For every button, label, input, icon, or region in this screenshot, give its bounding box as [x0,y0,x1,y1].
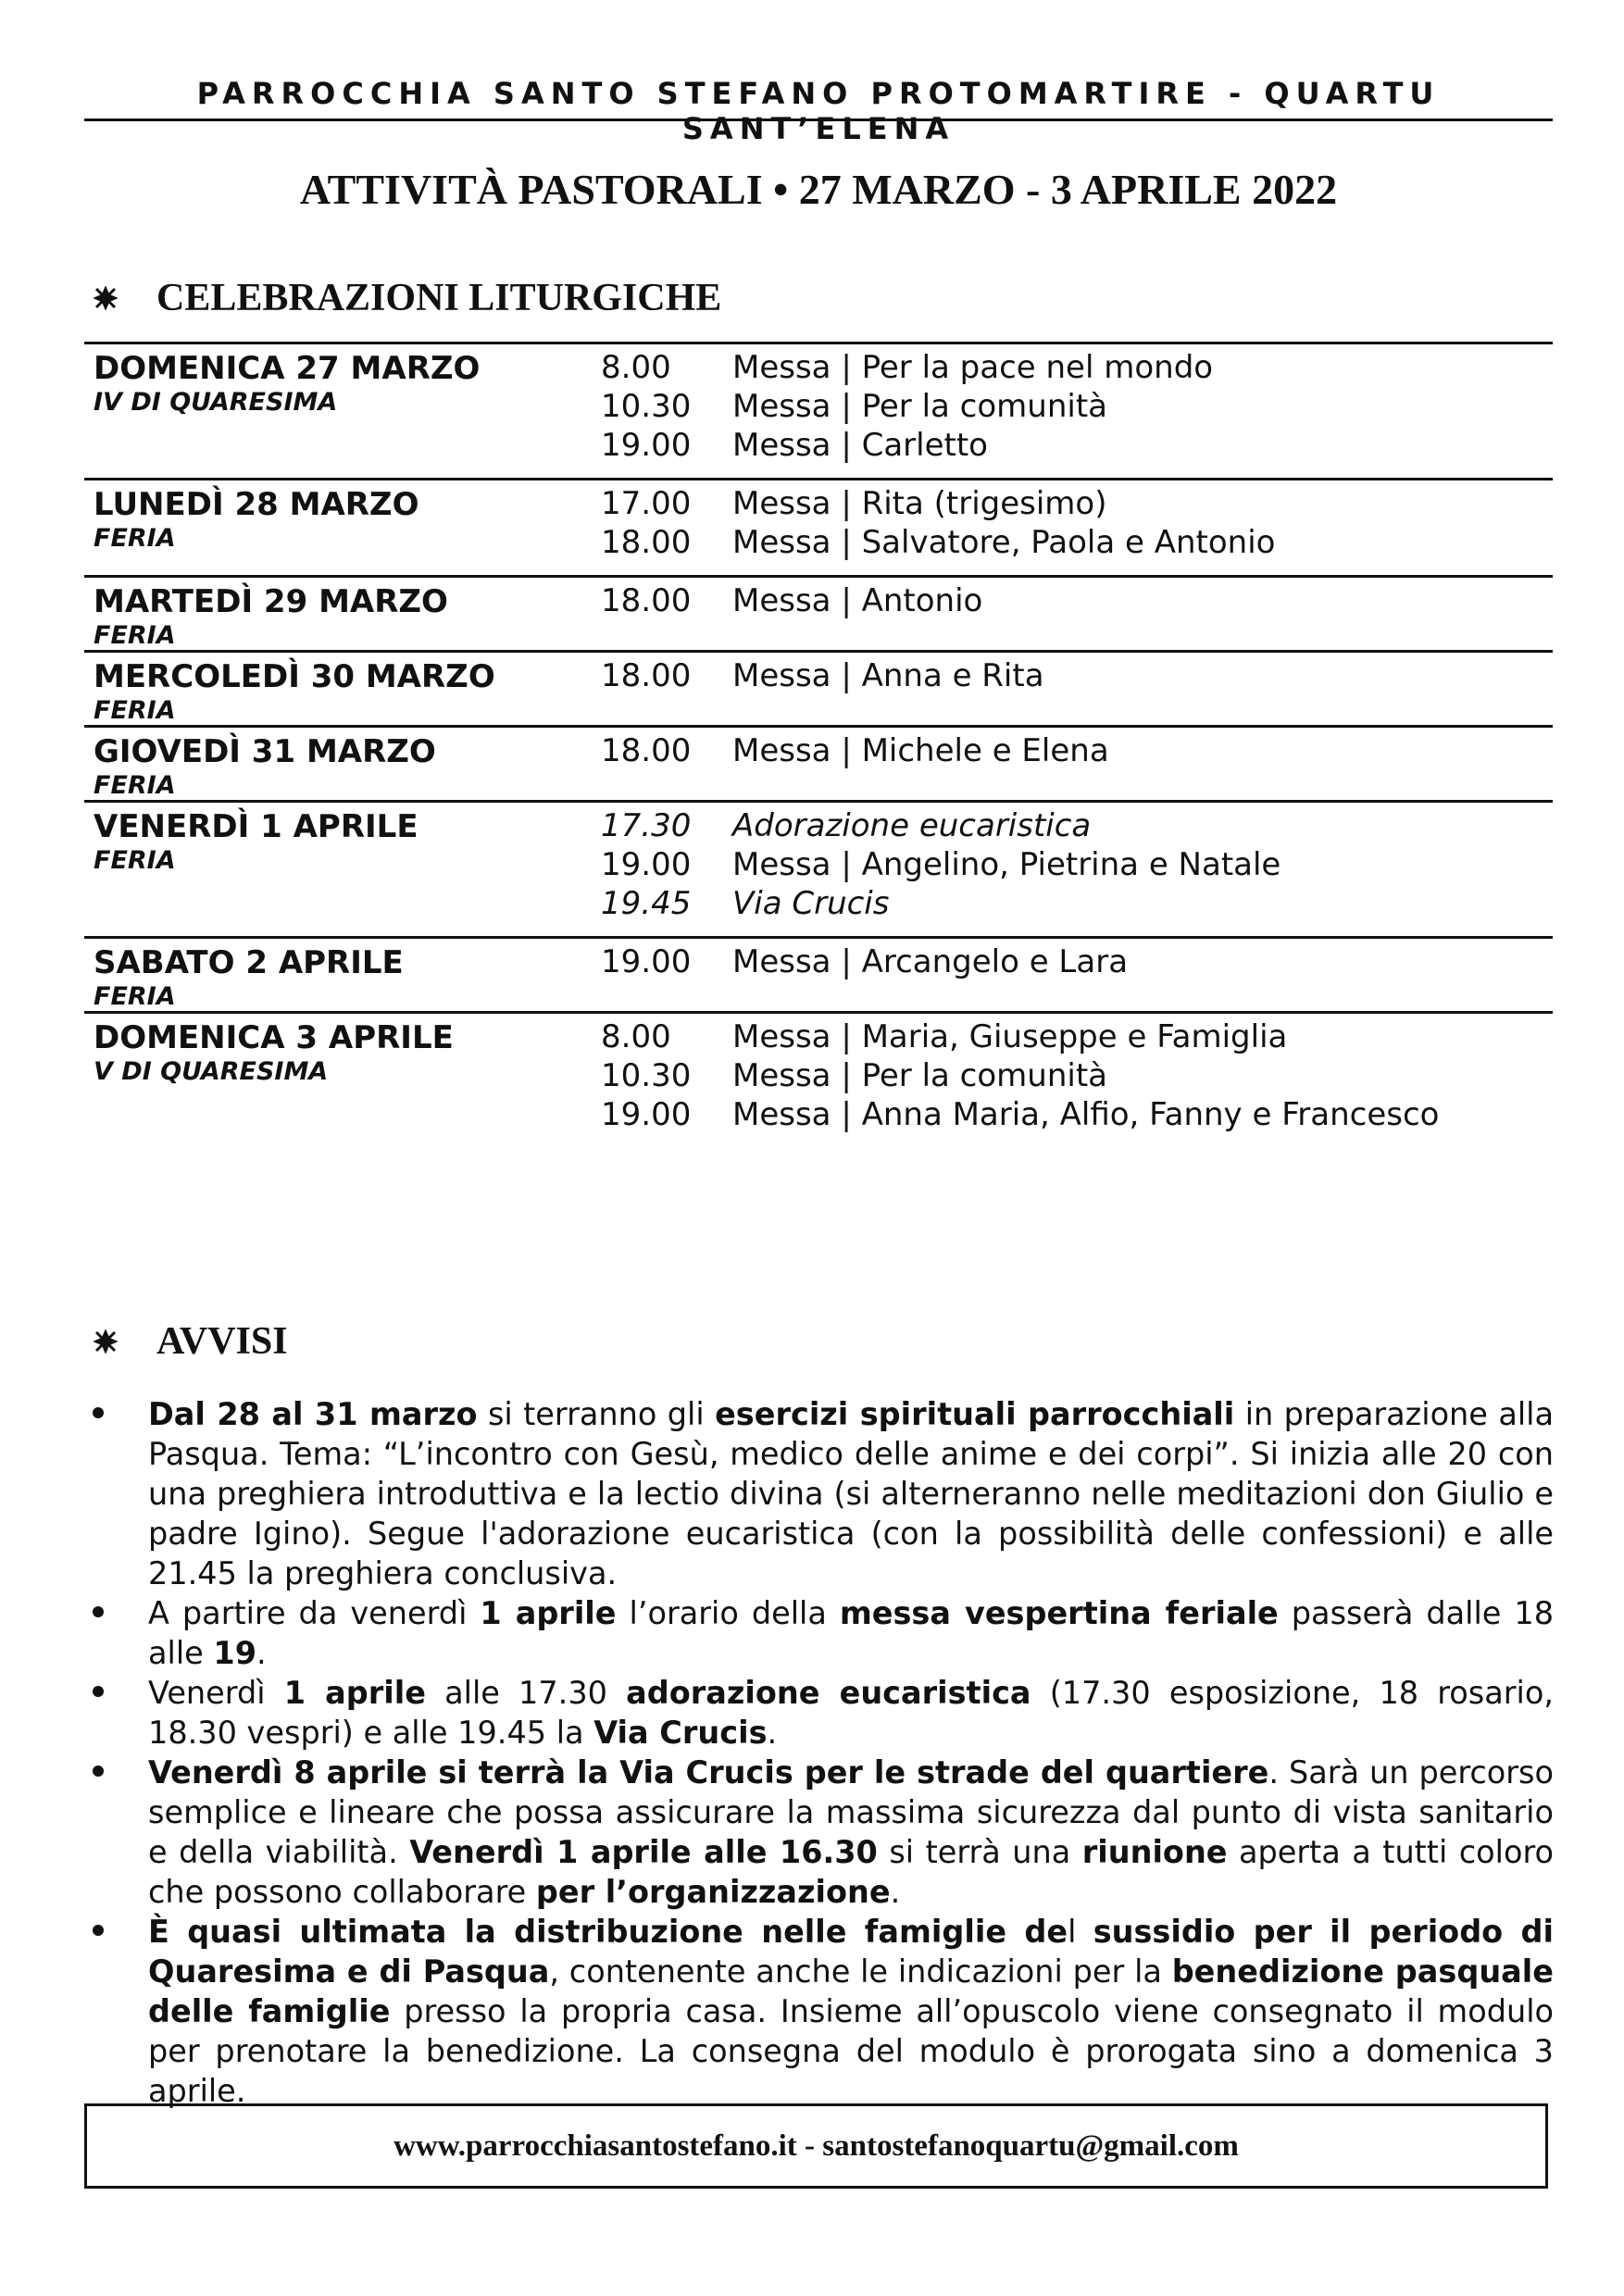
notice-text-bold: adorazione eucaristica [626,1675,1031,1711]
event-time: 18.00 [601,524,692,561]
event-description: Messa | Salvatore, Paola e Antonio [732,524,1276,561]
event-item [601,1095,1553,1134]
bullet-icon [93,1606,104,1617]
event-item [601,348,1553,387]
section-title-celebrazioni: CELEBRAZIONI LITURGICHE [156,277,722,319]
event-description: Messa | Maria, Giuseppe e Famiglia [732,1018,1288,1055]
notice-item [93,1912,1554,2111]
day-cell [84,652,601,727]
parish-header: PARROCCHIA SANTO STEFANO PROTOMARTIRE - QUARTU SANT’ELENA [196,76,1441,146]
events-cell [601,802,1553,938]
notice-text: . [890,1874,901,1910]
day-cell [84,343,601,480]
notice-item [93,1593,1554,1673]
day-liturgical-note: FERIA [94,846,176,875]
day-cell [84,480,601,577]
notice-text: . [767,1715,778,1751]
events-cell [601,1013,1553,1148]
event-item [601,884,1553,923]
event-description: Messa | Antonio [732,582,983,619]
events-cell [601,727,1553,802]
event-item [601,387,1553,426]
schedule-day-row [84,1013,1553,1148]
notice-text: Venerdì [148,1675,284,1711]
header-rule [84,119,1553,121]
day-name: GIOVEDÌ 31 MARZO [94,733,436,770]
event-description: Messa | Carletto [732,427,988,464]
event-time: 19.00 [601,846,692,883]
event-description: Messa | Anna Maria, Alfio, Fanny e Francesco [732,1096,1440,1133]
notice-text-bold: 1 aprile [283,1675,426,1711]
event-description: Messa | Michele e Elena [732,732,1109,769]
notice-text: passerà dalle 18 alle [148,1595,1555,1671]
notice-item [93,1673,1554,1753]
notice-text-bold: benedizione pasquale delle famiglie [148,1953,1554,2029]
notice-text: in preparazione alla Pasqua. Tema: “L’incontro con Gesù, medico delle anime e dei corpi”. Si inizia alle 20 con una preghiera introduttiva e la lectio divina (si alterneranno nelle meditazioni don Giulio e padre Igino). Segue l'adorazione eucaristica (con la possibilità delle confessioni) e alle 21.45 la preghiera conclusiva. [148,1396,1555,1591]
event-time: 19.00 [601,943,692,980]
notice-text-bold: Venerdì 1 aprile alle 16.30 [409,1834,878,1870]
notice-text: (17.30 esposizione, 18 rosario, 18.30 vespri) e alle 19.45 la [148,1675,1554,1751]
event-item [601,523,1553,562]
schedule-day-row [84,480,1553,577]
bullet-icon [93,1925,104,1936]
schedule-day-row [84,802,1553,938]
event-item [601,731,1553,770]
day-name: SABATO 2 APRILE [94,944,404,981]
notice-text-bold: riunione [1081,1834,1228,1870]
event-time: 17.30 [601,807,692,844]
schedule-day-row [84,343,1553,480]
event-item [601,581,1553,620]
event-time: 18.00 [601,657,692,694]
notice-text: si terrà una [877,1834,1082,1870]
event-item [601,1056,1553,1095]
day-cell [84,938,601,1013]
day-cell [84,802,601,938]
events-cell [601,938,1553,1013]
notice-text-bold: Dal 28 al 31 marzo [148,1396,478,1432]
notice-text: presso la propria casa. Insieme all’opuscolo viene consegnato il modulo per prenotare la benedizione. La consegna del modulo è prorogata sino a domenica 3 aprile. [148,1993,1554,2109]
notice-text: . Sarà un percorso semplice e lineare che possa assicurare la massima sicurezza dal punto di vista sanitario e della viabilità. [148,1754,1554,1870]
event-time: 8.00 [601,1018,671,1055]
event-time: 19.00 [601,1096,692,1133]
event-item [601,1017,1553,1056]
event-description: Messa | Per la pace nel mondo [732,349,1214,386]
section-title-avvisi: AVVISI [156,1320,288,1363]
notices-list [93,1394,1554,2111]
day-name: DOMENICA 3 APRILE [94,1019,454,1056]
notice-text-bold: 1 aprile [480,1595,617,1631]
notice-text-bold: È quasi ultimata la distribuzione nelle famiglie de [148,1914,1068,1950]
event-item [601,806,1553,845]
event-description: Messa | Per la comunità [732,388,1107,425]
events-cell [601,480,1553,577]
day-name: LUNEDÌ 28 MARZO [94,486,419,523]
notice-item [93,1394,1554,1593]
schedule-day-row [84,938,1553,1013]
notice-text-bold: sussidio per il periodo di Quaresima e di Pasqua [148,1914,1554,1990]
notice-text-bold: esercizi spirituali parrocchiali [715,1396,1235,1432]
event-item [601,656,1553,695]
event-time: 10.30 [601,1057,692,1094]
day-liturgical-note: V DI QUARESIMA [94,1057,329,1086]
event-item [601,942,1553,981]
page-title: ATTIVITÀ PASTORALI • 27 MARZO - 3 APRILE 2022 [299,166,1338,213]
event-description: Messa | Rita (trigesimo) [732,485,1107,522]
events-cell [601,343,1553,480]
notice-text-bold: messa vespertina feriale [839,1595,1279,1631]
notice-text: A partire da venerdì [148,1595,481,1631]
event-time: 19.00 [601,427,692,464]
day-cell [84,1013,601,1148]
events-cell [601,652,1553,727]
event-time: 8.00 [601,349,671,386]
day-liturgical-note: FERIA [94,982,176,1011]
schedule-day-row [84,652,1553,727]
notice-text-bold: Venerdì 8 aprile si terrà la Via Crucis per le strade del quartiere [148,1754,1269,1791]
notice-item [93,1753,1554,1912]
notice-text: si terranno gli [477,1396,716,1432]
event-description: Messa | Angelino, Pietrina e Natale [732,846,1281,883]
day-liturgical-note: FERIA [94,696,176,725]
event-time: 19.45 [601,885,692,922]
notice-text: , contenente anche le indicazioni per la [549,1953,1172,1990]
day-name: MERCOLEDÌ 30 MARZO [94,658,495,695]
schedule-table [84,342,1553,1147]
notice-text: l [1068,1914,1093,1950]
event-description: Messa | Arcangelo e Lara [732,943,1129,980]
event-time: 18.00 [601,732,692,769]
day-liturgical-note: IV DI QUARESIMA [94,388,338,417]
bullet-icon [93,1766,104,1777]
event-time: 10.30 [601,388,692,425]
event-item [601,484,1553,523]
bullet-icon [93,1407,104,1418]
day-name: DOMENICA 27 MARZO [94,350,481,387]
notice-text-bold: Via Crucis [593,1715,768,1751]
day-cell [84,727,601,802]
footer-contacts-text: www.parrocchiasantostefano.it - santostefanoquartu@gmail.com [394,2128,1239,2163]
event-description: Messa | Per la comunità [732,1057,1107,1094]
notice-text-bold: 19 [213,1635,257,1671]
events-cell [601,577,1553,652]
event-time: 17.00 [601,485,692,522]
bullet-icon [93,1686,104,1697]
event-item [601,426,1553,465]
day-name: VENERDÌ 1 APRILE [94,808,418,845]
event-description: Adorazione eucaristica [732,807,1092,844]
schedule-day-row [84,577,1553,652]
event-item [601,845,1553,884]
fleuron-icon [94,1329,118,1354]
notice-text: alle 17.30 [425,1675,627,1711]
section-avvisi [94,1319,288,1364]
day-name: MARTEDÌ 29 MARZO [94,583,448,620]
day-liturgical-note: FERIA [94,524,176,553]
notice-text: . [256,1635,267,1671]
notice-text: aperta a tutti coloro che possono collaborare [148,1834,1554,1910]
day-liturgical-note: FERIA [94,621,176,650]
day-liturgical-note: FERIA [94,771,176,800]
notice-text-bold: per l’organizzazione [535,1874,891,1910]
footer-contacts [84,2103,1548,2189]
event-description: Messa | Anna e Rita [732,657,1044,694]
day-cell [84,577,601,652]
event-description: Via Crucis [732,885,890,922]
event-time: 18.00 [601,582,692,619]
notice-text: l’orario della [616,1595,840,1631]
fleuron-icon [94,286,118,310]
schedule-day-row [84,727,1553,802]
section-celebrazioni [94,276,721,320]
